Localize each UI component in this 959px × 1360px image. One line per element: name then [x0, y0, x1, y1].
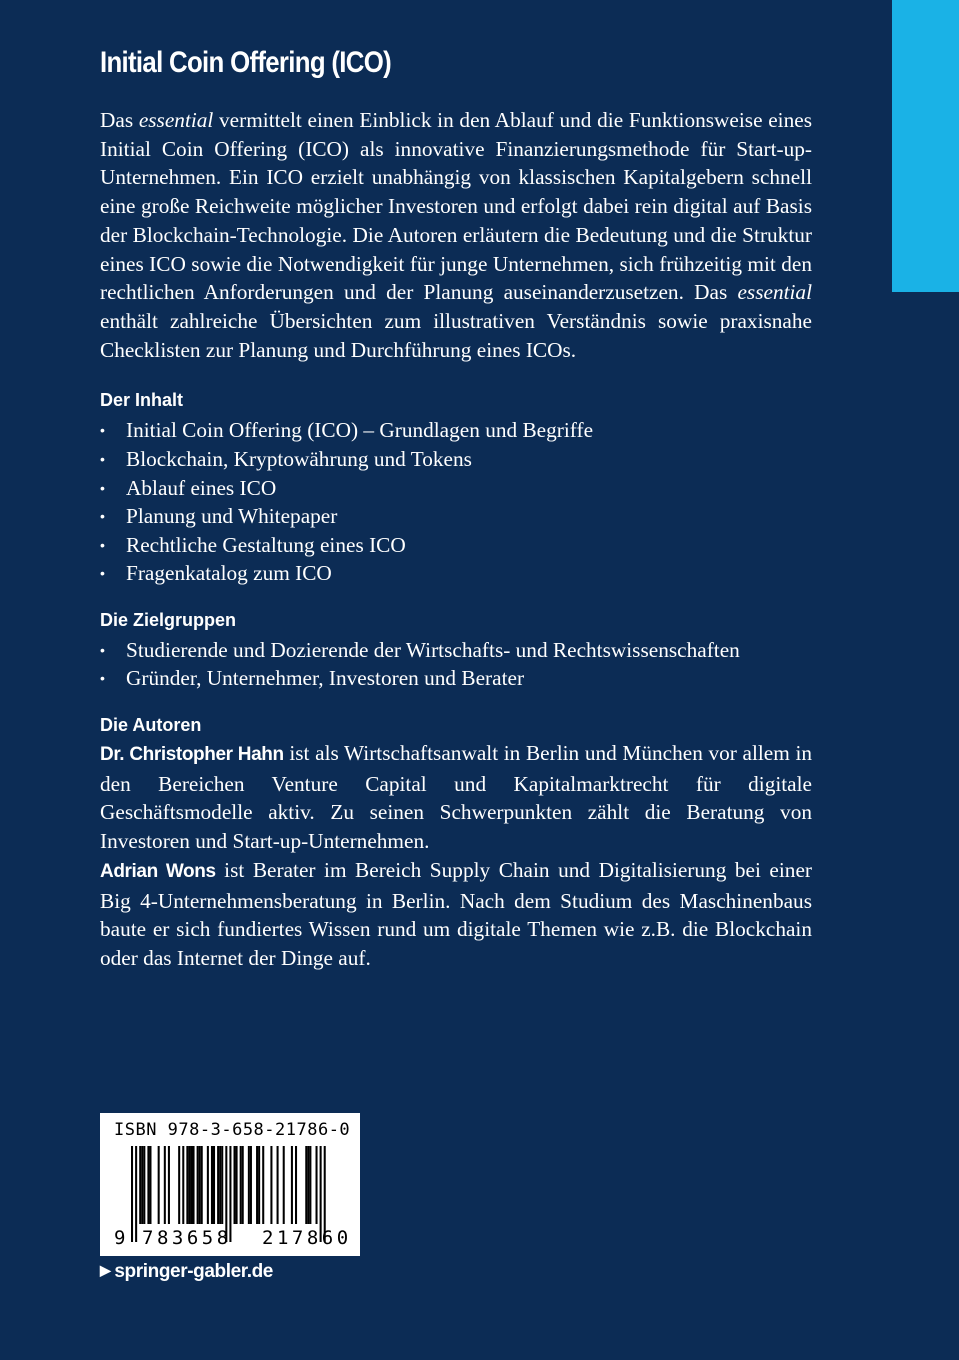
bullet-icon: • — [100, 670, 105, 687]
barcode-bar — [250, 1146, 252, 1224]
barcode-bar — [197, 1146, 199, 1224]
author-name-2: Adrian Wons — [100, 860, 216, 882]
website-url: springer-gabler.de — [114, 1261, 273, 1282]
list-item — [100, 636, 812, 665]
contents-heading: Der Inhalt — [100, 390, 184, 411]
barcode-bar — [242, 1146, 244, 1224]
barcode-bar — [158, 1146, 160, 1224]
barcode-bar — [240, 1146, 242, 1224]
bullet-icon: • — [100, 479, 105, 496]
barcode-bar — [236, 1146, 238, 1224]
barcode-bar — [219, 1146, 221, 1224]
book-title: Initial Coin Offering (ICO) — [100, 46, 392, 79]
barcode-bar — [234, 1146, 236, 1224]
isbn-label: ISBN 978-3-658-21786-0 — [114, 1120, 351, 1140]
barcode-bar — [201, 1146, 203, 1224]
barcode-bar — [149, 1146, 151, 1224]
target-groups-list — [100, 636, 812, 693]
book-description — [100, 106, 812, 364]
barcode-bar — [307, 1146, 309, 1224]
barcode-bar — [182, 1146, 184, 1224]
list-item-text: Initial Coin Offering (ICO) – Grundlagen und Begriffe — [126, 418, 594, 443]
ean-left-digits: 783658 — [142, 1227, 232, 1249]
barcode-bar — [262, 1146, 264, 1224]
barcode-bar — [168, 1146, 170, 1224]
barcode-bar — [270, 1146, 272, 1224]
barcode-bar — [178, 1146, 180, 1224]
bullet-icon: • — [100, 565, 105, 582]
barcode-bar — [190, 1146, 192, 1224]
list-item — [100, 474, 812, 503]
bullet-icon: • — [100, 536, 105, 553]
list-item-text: Planung und Whitepaper — [126, 504, 338, 529]
barcode-bar — [188, 1146, 190, 1224]
list-item — [100, 416, 812, 445]
author-bio-1 — [100, 739, 812, 856]
description-part-2: vermittelt einen Einblick in den Ablauf und die Funktionsweise eines Initial Coin Offering (ICO) als innovative Finanzierungsmethode für Start-up-Unternehmen. Ein ICO erzielt unabhängig von klassischen Kapitalgebern schnell eine große Reichweite möglicher Investoren und erfolgt dabei rein digital auf Basis der Blockchain-Technologie. Die Autoren erläutern die Bedeutung und die Struktur eines ICO sowie die Notwendigkeit für junge Unternehmen, sich frühzeitig mit den rechtlichen Anforderungen und der Planung auseinanderzusetzen. Das — [100, 108, 812, 305]
list-item-text: Blockchain, Kryptowährung und Tokens — [126, 446, 472, 471]
authors-heading: Die Autoren — [100, 715, 202, 736]
barcode-bar — [164, 1146, 166, 1224]
target-groups-heading: Die Zielgruppen — [100, 609, 237, 630]
barcode-bar — [199, 1146, 201, 1224]
list-item-text: Fragenkatalog zum ICO — [126, 561, 332, 586]
arrow-right-icon: ▶ — [100, 1262, 111, 1278]
list-item — [100, 531, 812, 560]
isbn-barcode — [100, 1113, 360, 1256]
barcode-bar — [186, 1146, 188, 1224]
barcode-bar — [193, 1146, 195, 1224]
barcode-bar — [147, 1146, 149, 1224]
barcode-bar — [139, 1146, 141, 1224]
bullet-icon: • — [100, 508, 105, 525]
ean-first-digit: 9 — [114, 1227, 126, 1249]
bullet-icon: • — [100, 450, 105, 467]
barcode-bar — [207, 1146, 209, 1224]
list-item — [100, 559, 812, 588]
barcode-bar — [217, 1146, 219, 1224]
barcode-bar — [213, 1146, 215, 1224]
list-item-text: Studierende und Dozierende der Wirtschafts- und Rechtswissenschaften — [126, 637, 740, 662]
list-item-text: Gründer, Unternehmer, Investoren und Berater — [126, 666, 525, 691]
bullet-icon: • — [100, 422, 105, 439]
back-cover-content — [100, 46, 812, 973]
list-item — [100, 502, 812, 531]
barcode-bar — [258, 1146, 260, 1224]
barcode-bar — [143, 1146, 145, 1224]
bullet-icon: • — [100, 641, 105, 658]
barcode-bar — [305, 1146, 307, 1224]
list-item-text: Ablauf eines ICO — [126, 475, 277, 500]
barcode-bar — [135, 1146, 137, 1242]
barcode-bar — [211, 1146, 213, 1224]
barcode-bar — [277, 1146, 279, 1224]
description-emphasis-1: essential — [138, 108, 214, 132]
barcode-bar — [316, 1146, 318, 1224]
list-item — [100, 445, 812, 474]
author-bio-2 — [100, 856, 812, 973]
barcode-bar — [309, 1146, 311, 1224]
publisher-website[interactable] — [100, 1261, 273, 1283]
list-item-text: Rechtliche Gestaltung eines ICO — [126, 532, 406, 557]
description-part-1: Das — [100, 108, 139, 132]
accent-color-bar — [892, 0, 959, 292]
barcode-bar — [295, 1146, 297, 1224]
description-emphasis-2: essential — [737, 280, 812, 305]
barcode-bar — [221, 1146, 223, 1224]
barcode-bar — [141, 1146, 143, 1224]
description-part-3: enthält zahlreiche Übersichten zum illustrativen Verständnis sowie praxisnahe Checklisten zur Planung und Durchführung eines ICOs. — [100, 308, 812, 362]
author-text-2: ist Berater im Bereich Supply Chain und Digitalisierung bei einer Big 4-Unternehmensberatung in Berlin. Nach dem Studium des Maschinenbaus baute er sich fundiertes Wissen rund um digitale Themen wie z.B. die Blockchain oder das Internet der Dinge auf. — [100, 857, 812, 970]
author-text-1: ist als Wirtschaftsanwalt in Berlin und München vor allem in den Bereichen Venture Capital und Kapitalmarktrecht für digitale Geschäftsmodelle aktiv. Zu seinen Schwerpunkten zählt die Beratung von Investoren und Start-up-Unternehmen. — [100, 741, 813, 854]
author-name-1: Dr. Christopher Hahn — [100, 744, 284, 766]
barcode-bar — [283, 1146, 285, 1224]
barcode-bar — [131, 1146, 133, 1242]
ean-right-digits: 217860 — [262, 1227, 352, 1249]
barcode-bar — [256, 1146, 258, 1224]
barcode-bar — [291, 1146, 293, 1224]
list-item — [100, 664, 812, 693]
contents-list — [100, 416, 812, 588]
barcode-bar — [248, 1146, 250, 1224]
